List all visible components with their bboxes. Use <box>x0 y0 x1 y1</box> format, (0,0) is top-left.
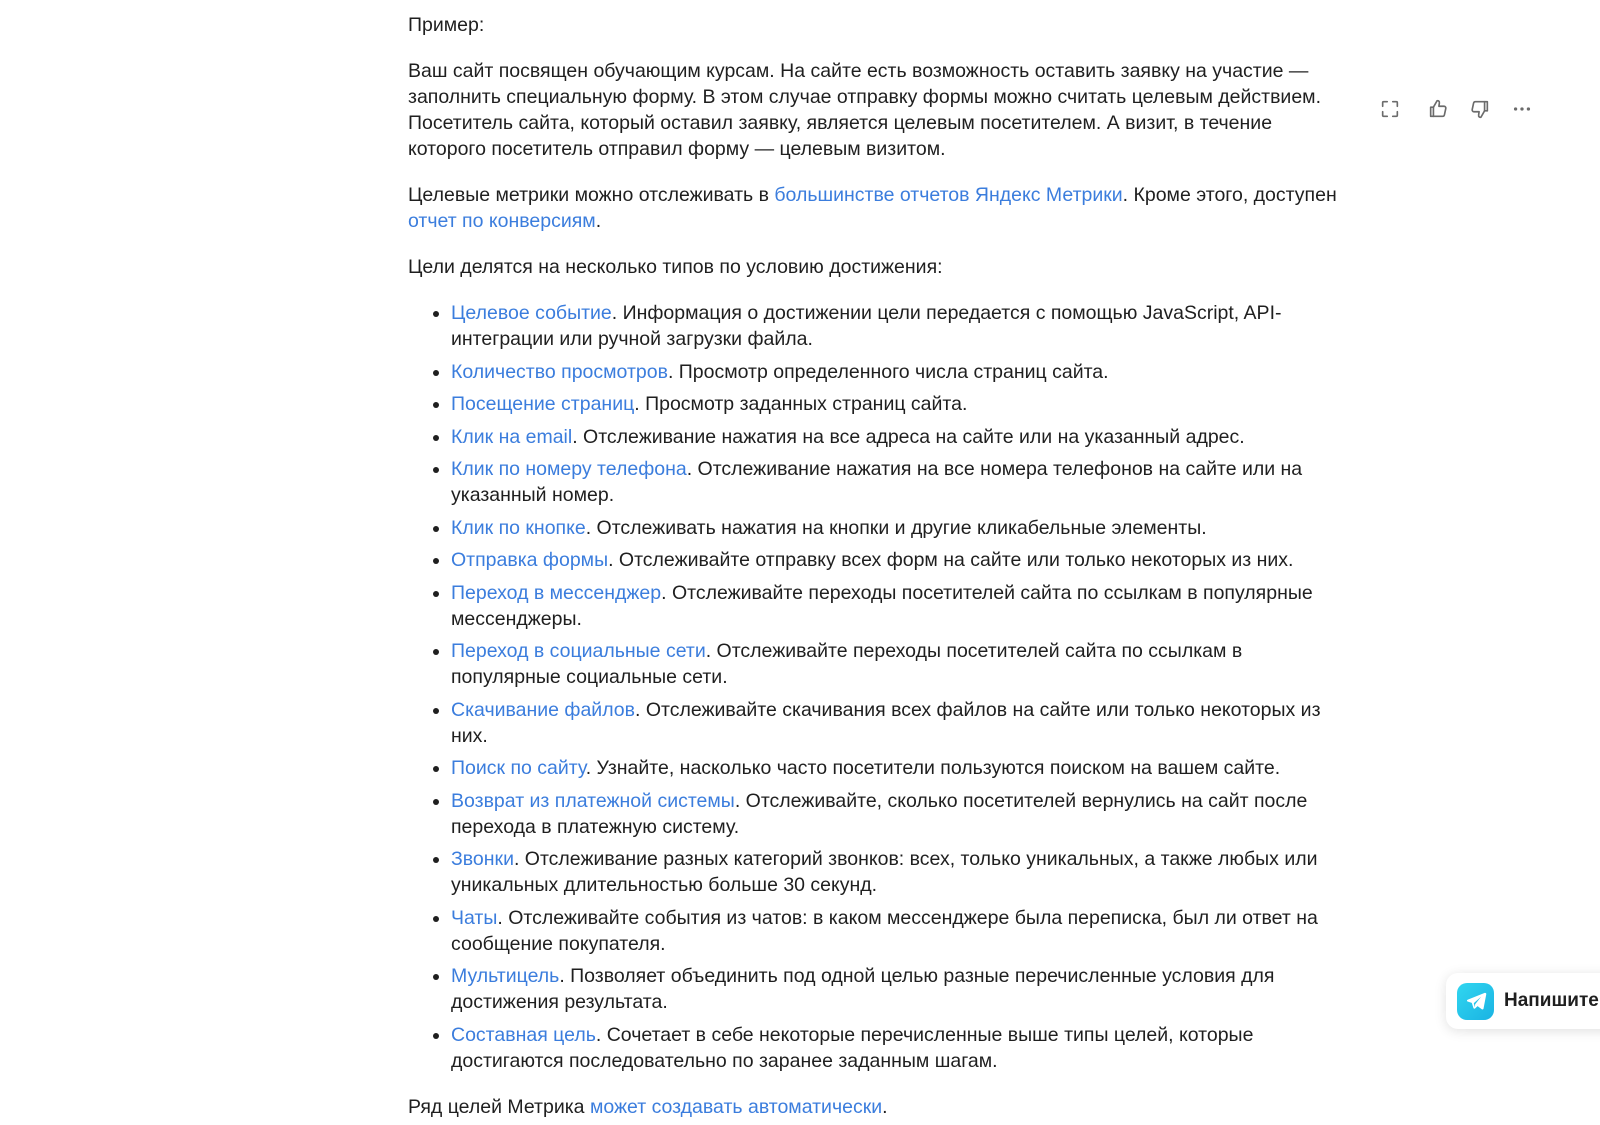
goal-type-link[interactable]: Переход в социальные сети <box>451 640 706 662</box>
metrics-text-middle: . Кроме этого, доступен <box>1122 184 1337 206</box>
expand-icon <box>1379 98 1401 125</box>
auto-goals-link[interactable]: может создавать автоматически <box>589 1095 883 1118</box>
goal-type-link[interactable]: Звонки <box>451 848 514 870</box>
goal-type-description: . Отслеживайте скачивания всех файлов на сайте или только некоторых из них. <box>451 698 1321 747</box>
goal-type-link[interactable]: Количество просмотров <box>451 360 668 383</box>
goal-type-link[interactable]: Скачивание файлов <box>451 698 636 721</box>
goal-type-description: . Позволяет объединить под одной целью разные перечисленные условия для достижения результата. <box>451 965 1275 1013</box>
metrics-paragraph <box>408 182 1343 234</box>
dislike-button[interactable] <box>1465 96 1495 126</box>
reports-link[interactable]: большинстве отчетов Яндекс Метрики <box>774 184 1123 206</box>
goal-type-link[interactable]: Целевое событие <box>451 302 612 324</box>
list-item <box>451 515 1343 541</box>
conversion-report-link[interactable]: отчет по конверсиям <box>408 210 596 232</box>
list-item <box>451 580 1343 632</box>
example-paragraph: Ваш сайт посвящен обучающим курсам. На сайте есть возможность оставить заявку на участие — заполнить специальную форму. В этом случае отправку формы можно считать целевым действием. Посетитель сайта, который оставил заявку, является целевым посетителем. А визит, в течение которого посетитель отправил форму — целевым визитом. <box>408 60 1321 160</box>
thumbs-up-icon <box>1427 98 1449 125</box>
goal-type-link[interactable]: Клик по кнопке <box>451 516 586 539</box>
article-content <box>408 12 1343 1125</box>
goal-type-description: . Отслеживайте отправку всех форм на сайте или только некоторых из них. <box>608 549 1294 571</box>
goal-type-description: . Отслеживание нажатия на все номера телефонов на сайте или на указанный номер. <box>451 458 1303 506</box>
chat-widget-button[interactable] <box>1446 973 1600 1029</box>
goal-type-description: . Отслеживайте переходы посетителей сайта по ссылкам в популярные мессенджеры. <box>451 581 1313 630</box>
like-button[interactable] <box>1423 96 1453 126</box>
list-item <box>451 359 1343 385</box>
list-item <box>451 1022 1343 1074</box>
goal-type-link[interactable]: Отправка формы <box>451 549 609 571</box>
chat-widget-label: Напишите <box>1504 990 1599 1011</box>
goal-type-link[interactable]: Составная цель <box>451 1023 596 1046</box>
goal-type-description: . Отслеживайте переходы посетителей сайта по ссылкам в популярные социальные сети. <box>451 640 1243 688</box>
feedback-toolbar <box>1375 96 1537 126</box>
goal-type-link[interactable]: Мультицель <box>451 965 560 987</box>
list-item <box>451 788 1343 840</box>
goal-type-description: . Узнайте, насколько часто посетители пользуются поиском на вашем сайте. <box>585 757 1281 779</box>
paper-plane-icon <box>1457 983 1494 1020</box>
expand-button[interactable] <box>1375 96 1405 126</box>
more-icon <box>1511 98 1533 125</box>
auto-text-before: Ряд целей Метрика <box>408 1095 590 1118</box>
goal-type-link[interactable]: Чаты <box>451 906 498 929</box>
list-item <box>451 697 1343 749</box>
goal-type-description: . Отслеживание нажатия на все адреса на сайте или на указанный адрес. <box>572 425 1245 448</box>
goal-types-list <box>408 300 1343 1074</box>
more-button[interactable] <box>1507 96 1537 126</box>
goal-type-link[interactable]: Клик на email <box>451 425 573 448</box>
goal-type-link[interactable]: Переход в мессенджер <box>451 581 662 604</box>
goal-type-description: . Сочетает в себе некоторые перечисленные выше типы целей, которые достигаются последовательно по заранее заданным шагам. <box>451 1023 1254 1072</box>
list-item <box>451 963 1343 1015</box>
goal-type-description: . Отслеживайте, сколько посетителей вернулись на сайт после перехода в платежную систему. <box>451 789 1308 838</box>
goal-type-description: . Просмотр определенного числа страниц сайта. <box>667 360 1109 383</box>
list-item <box>451 456 1343 508</box>
auto-goals-paragraph <box>408 1094 1343 1120</box>
thumbs-down-icon <box>1469 98 1491 125</box>
goal-type-link[interactable]: Возврат из платежной системы <box>451 789 735 812</box>
goal-type-description: . Отслеживать нажатия на кнопки и другие кликабельные элементы. <box>585 516 1207 539</box>
types-intro: Цели делятся на несколько типов по условию достижения: <box>408 256 943 278</box>
list-item <box>451 755 1343 781</box>
example-label: Пример: <box>408 14 485 36</box>
auto-text-after: . <box>882 1095 888 1118</box>
list-item <box>451 638 1343 690</box>
list-item <box>451 391 1343 417</box>
goal-type-description: . Просмотр заданных страниц сайта. <box>634 393 968 415</box>
goal-type-link[interactable]: Клик по номеру телефона <box>451 458 687 480</box>
goal-type-description: . Отслеживание разных категорий звонков: всех, только уникальных, а также любых или уникальных длительностью больше 30 секунд. <box>451 848 1318 896</box>
list-item <box>451 905 1343 957</box>
goal-type-link[interactable]: Посещение страниц <box>451 393 635 415</box>
list-item <box>451 547 1343 573</box>
goal-type-description: . Отслеживайте события из чатов: в каком мессенджере была переписка, был ли ответ на сообщение покупателя. <box>451 906 1318 955</box>
list-item <box>451 424 1343 450</box>
list-item <box>451 300 1343 352</box>
goal-type-description: . Информация о достижении цели передается с помощью JavaScript, API-интеграции или ручной загрузки файла. <box>451 302 1282 350</box>
goal-type-link[interactable]: Поиск по сайту <box>451 757 586 779</box>
metrics-text-before: Целевые метрики можно отслеживать в <box>408 184 775 206</box>
list-item <box>451 846 1343 898</box>
metrics-text-after: . <box>595 210 602 232</box>
